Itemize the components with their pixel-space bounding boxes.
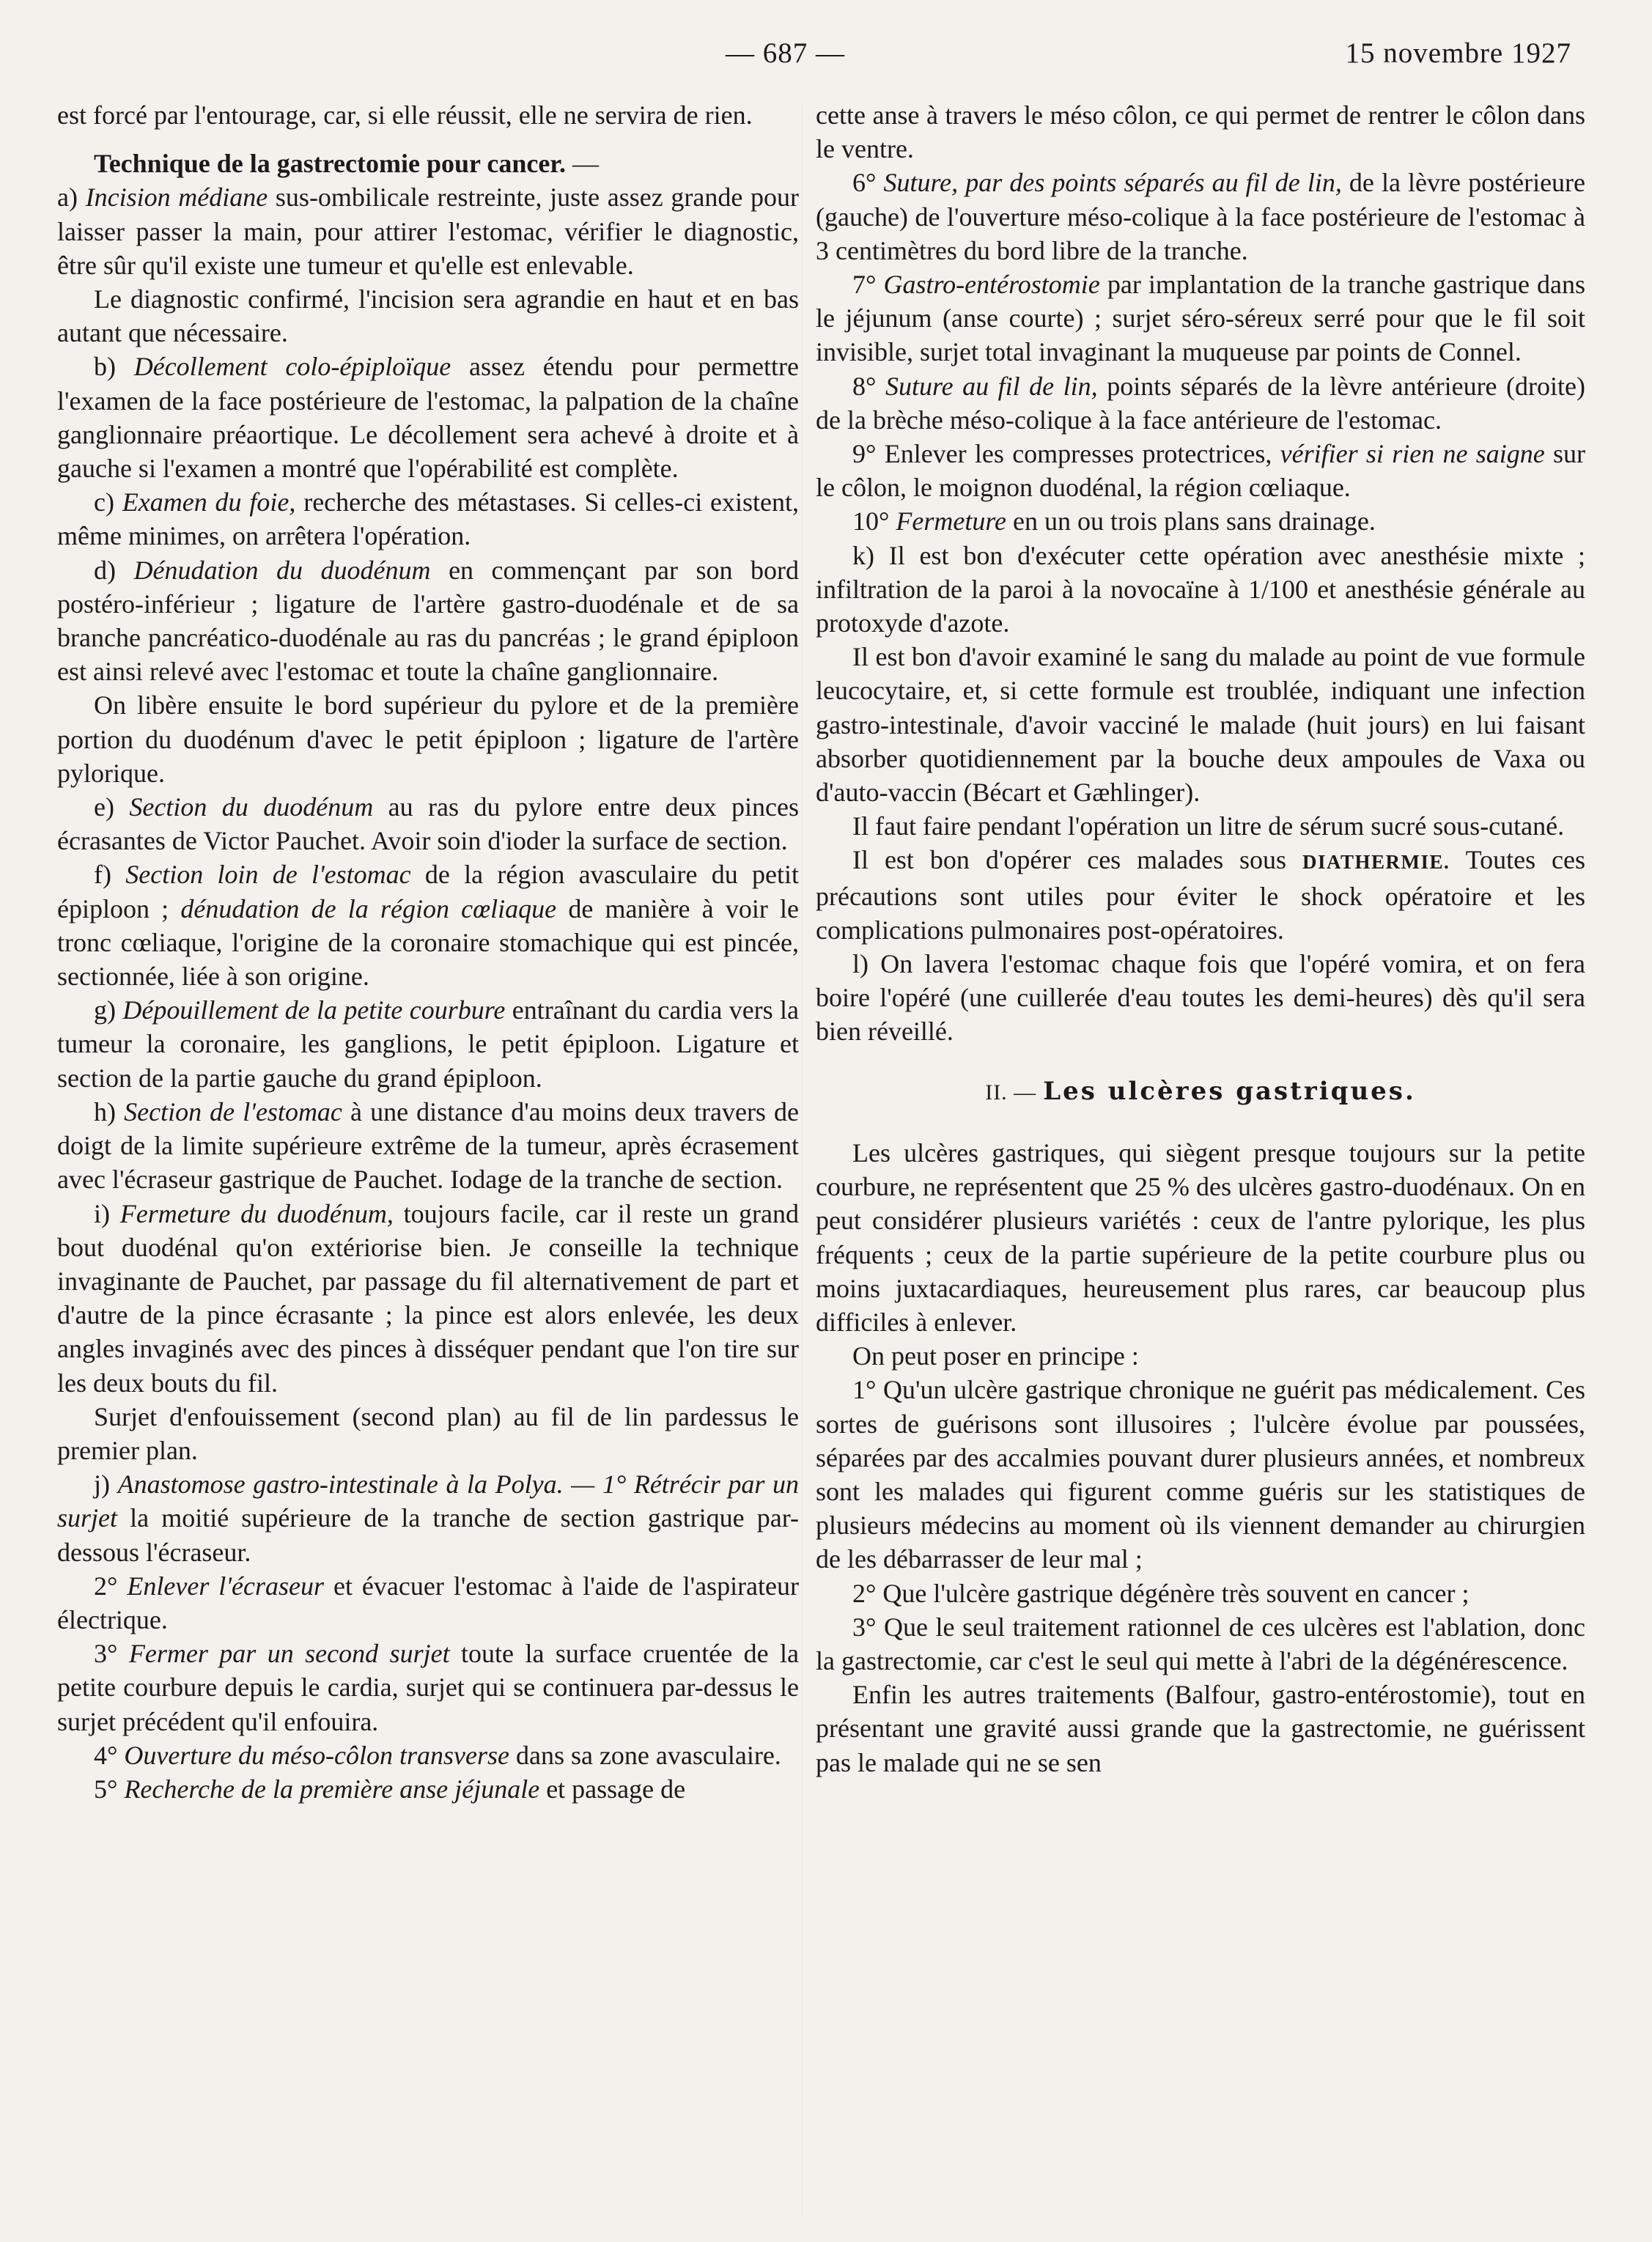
paragraph [816, 369, 1585, 437]
item-marker: b) [94, 352, 116, 382]
paragraph-text: sur le côlon, le moignon duodénal, la région cœliaque. [816, 439, 1586, 503]
paragraph-text: 2° Que l'ulcère gastrique dégénère très souvent en cancer ; [852, 1578, 1470, 1608]
item-title: Incision médiane [85, 182, 268, 213]
paragraph [816, 1339, 1585, 1373]
paragraph [816, 539, 1585, 641]
paragraph-text: à une distance d'au moins deux travers de doigt de la limite supérieure extrême de la tumeur, après écrasement avec l'écraseur gastrique de Pauchet. Iodage de la tranche de section. [57, 1096, 800, 1195]
paragraph [816, 947, 1585, 1049]
paragraph [57, 1637, 799, 1738]
paragraph [816, 1678, 1585, 1780]
paragraph-text: de la lèvre postérieure (gauche) de l'ouverture méso-colique à la face postérieure de l'estomac à 3 centimètres du bord libre de la tranche. [816, 168, 1586, 265]
paragraph [816, 268, 1585, 369]
item-title: Gastro-entérostomie [883, 270, 1100, 300]
item-marker: c) [94, 487, 114, 517]
paragraph-text: dans sa zone avasculaire. [515, 1740, 781, 1770]
paragraph [816, 640, 1585, 809]
paragraph-text: de manière à voir le tronc cœliaque, l'origine de la coronaire stomachique qui est pincée, sectionnée, liée à son origine. [57, 893, 799, 992]
paragraph-text: 1° Qu'un ulcère gastrique chronique ne guérit pas médicalement. Ces sortes de guérisons sont illusoires ; l'ulcère évolue par poussées, séparées par des accalmies pouvant durer plusieurs années, et nombreux sont les malades qui figurent comme guéris sur les statistiques de plusieurs médecins au moment où ils viennent demander au chirurgien de les débarrasser de leur mal ; [816, 1375, 1585, 1574]
paragraph [816, 1577, 1585, 1610]
item-title: Décollement colo-épiploïque [133, 352, 451, 382]
paragraph [816, 504, 1585, 538]
paragraph-text: toujours facile, car il reste un grand bout duodénal qu'on extériorise bien. Je conseille la technique invaginante de Pauchet, par passage du fil alternativement de part et d'autre de la pince écrasante ; la pince est alors enlevée, les deux angles invaginés avec des pinces à disséquer pendant que l'on tire sur les deux bouts du fil. [57, 1198, 799, 1398]
left-column [57, 98, 799, 1806]
item-marker: i) [94, 1198, 110, 1228]
page-header [0, 37, 1652, 81]
page-number: — 687 — [726, 37, 845, 69]
item-title: dénudation de la région cœliaque [180, 893, 557, 923]
paragraph-text: Les ulcères gastriques, qui siègent presque toujours sur la petite courbure, ne représentent que 25 % des ulcères gastro-duodénaux. On en peut considérer plusieurs variétés : ceux de l'antre pylorique, les plus fréquents ; ceux de la partie supérieure de la petite courbure plus ou moins juxtacardiaques, heureusement plus rares, car beaucoup plus difficiles à enlever. [816, 1137, 1585, 1337]
paragraph-text: au ras du pylore entre deux pinces écrasantes de Victor Pauchet. Avoir soin d'ioder la surface de section. [57, 792, 800, 856]
paragraph-text: assez étendu pour permettre l'examen de la face postérieure de l'estomac, la palpation de la chaîne ganglionnaire préaortique. Le décollement sera achevé à droite et à gauche si l'examen a montré que l'opérabilité est complète. [57, 352, 799, 484]
paragraph-text: et évacuer l'estomac à l'aide de l'aspirateur électrique. [57, 1571, 800, 1634]
paragraph-text: Surjet d'enfouissement (second plan) au fil de lin pardessus le premier plan. [57, 1401, 799, 1465]
paragraph-text: l) On lavera l'estomac chaque fois que l'opéré vomira, et on fera boire l'opéré (une cuillerée d'eau toutes les demi-heures) dès qu'il sera bien réveillé. [816, 949, 1585, 1047]
paragraph [57, 1197, 799, 1400]
column-divider [802, 103, 803, 2213]
paragraph-text: de la région avasculaire du petit épiploon ; [57, 860, 800, 923]
item-title: Fermeture du duodénum, [119, 1198, 394, 1228]
paragraph [816, 1373, 1585, 1576]
item-title: Ouverture du méso-côlon transverse [124, 1740, 509, 1770]
item-marker: j) [94, 1470, 110, 1500]
item-subtitle: — 1° Rétrécir par un surjet [57, 1470, 799, 1533]
dash: — [565, 149, 599, 179]
emphasis-caps: DIATHERMIE. [1302, 851, 1450, 874]
item-title: Dénudation du duodénum [133, 555, 431, 585]
item-title: Section de l'estomac [124, 1096, 342, 1126]
paragraph [57, 1400, 799, 1467]
item-marker: g) [94, 995, 116, 1025]
paragraph-text: en commençant par son bord postéro-inférieur ; ligature de l'artère gastro-duodénale et de sa branche pancréatico-duodénale au ras du pancréas ; le grand épiploon est ainsi relevé avec l'estomac et toute la chaîne ganglionnaire. [57, 555, 800, 687]
paragraph-text: et passage de [546, 1774, 686, 1804]
section-title-text: Les ulcères gastriques. [1043, 1076, 1416, 1106]
item-marker: 3° [94, 1639, 118, 1669]
item-title: vérifier si rien ne saigne [1280, 439, 1545, 469]
paragraph-text: sus-ombilicale restreinte, juste assez grande pour laisser passer la main, pour attirer l'estomac, vérifier le diagnostic, être sûr qu'il existe une tumeur et qu'elle est enlevable. [57, 182, 800, 280]
item-marker: 6° [852, 168, 877, 198]
paragraph-text: Il est bon d'avoir examiné le sang du malade au point de vue formule leucocytaire, et, si cette formule est troublée, indiquant une infection gastro-intestinale, d'avoir vacciné le malade (huit jours) en lui faisant absorber quotidiennement par la bouche deux ampoules de Vaxa ou d'auto-vaccin (Bécart et Gæhlinger). [816, 642, 1585, 808]
section-title [816, 1074, 1585, 1110]
paragraph [816, 1610, 1585, 1678]
paragraph [57, 282, 799, 350]
section-number: II. — [985, 1080, 1037, 1105]
paragraph [57, 350, 799, 485]
paragraph [816, 98, 1585, 166]
paragraph-text: Enlever les compresses protectrices, [884, 439, 1272, 469]
paragraph [57, 1095, 799, 1197]
item-title: Suture au fil de lin, [885, 371, 1098, 401]
paragraph [57, 180, 799, 282]
item-marker: 2° [94, 1571, 118, 1601]
item-marker: 7° [852, 270, 877, 300]
item-title: Suture, par des points séparés au fil de lin, [883, 168, 1342, 198]
paragraph [57, 98, 799, 132]
paragraph-text: points séparés de la lèvre antérieure (droite) de la brèche méso-colique à la face antérieure de l'estomac. [816, 371, 1586, 435]
section-heading: Technique de la gastrectomie pour cancer. [94, 149, 566, 179]
paragraph [816, 1136, 1585, 1339]
paragraph [57, 1467, 799, 1569]
paragraph [57, 1569, 799, 1637]
paragraph-text: entraînant du cardia vers la tumeur la coronaire, les ganglions, le petit épiploon. Ligature et section de la partie gauche du grand épiploon. [57, 995, 800, 1093]
paragraph [57, 858, 799, 993]
item-marker: h) [94, 1096, 116, 1126]
paragraph-text: cette anse à travers le méso côlon, ce qui permet de rentrer le côlon dans le ventre. [816, 100, 1585, 164]
paragraph-text: Toutes ces précautions sont utiles pour éviter le shock opératoire et les complications pulmonaires post-opératoires. [816, 845, 1585, 945]
item-marker: e) [94, 792, 114, 822]
item-marker: 10° [852, 506, 890, 536]
item-marker: f) [94, 860, 111, 890]
paragraph [57, 688, 799, 790]
paragraph-text: k) Il est bon d'exécuter cette opération avec anesthésie mixte ; infiltration de la paroi à la novocaïne à 1/100 et anesthésie générale au protoxyde d'azote. [816, 540, 1585, 638]
paragraph [816, 166, 1585, 268]
paragraph-text: Enfin les autres traitements (Balfour, gastro-entérostomie), tout en présentant une gravité aussi grande que la gastrectomie, ne guérissent pas le malade qui ne se sen [816, 1680, 1585, 1777]
paragraph [816, 843, 1585, 947]
item-title: Recherche de la première anse jéjunale [124, 1774, 540, 1804]
paragraph [57, 553, 799, 689]
right-column [816, 98, 1585, 1780]
paragraph-text: Il faut faire pendant l'opération un litre de sérum sucré sous-cutané. [852, 811, 1565, 841]
paragraph-text: en un ou trois plans sans drainage. [1013, 506, 1376, 536]
item-marker: a) [57, 182, 78, 213]
item-title: Section du duodénum [129, 792, 374, 822]
paragraph [57, 790, 799, 858]
paragraph-text: toute la surface cruentée de la petite courbure depuis le cardia, surjet qui se continuera par-dessus le surjet précédent qu'il enfouira. [57, 1639, 800, 1736]
paragraph-text: recherche des métastases. Si celles-ci existent, même minimes, on arrêtera l'opération. [57, 487, 800, 551]
paragraph-text: On libère ensuite le bord supérieur du pylore et de la première portion du duodénum d'avec le petit épiploon ; ligature de l'artère pylorique. [57, 690, 799, 788]
paragraph [57, 1772, 799, 1806]
item-marker: 4° [94, 1740, 118, 1770]
item-title: Section loin de l'estomac [125, 860, 411, 890]
item-title: Fermeture [896, 506, 1007, 536]
paragraph [816, 809, 1585, 843]
paragraph-text: On peut poser en principe : [852, 1341, 1139, 1371]
paragraph [57, 485, 799, 553]
item-marker: 9° [852, 439, 877, 469]
paragraph-text: 3° Que le seul traitement rationnel de ces ulcères est l'ablation, donc la gastrectomie, car c'est le seul qui mette à l'abri de la dégénérescence. [816, 1612, 1585, 1675]
paragraph-text: par implantation de la tranche gastrique dans le jéjunum (anse courte) ; surjet séro-séreux serré pour que le fil soit invisible, surjet total invaginant la muqueuse par points de Connel. [816, 270, 1586, 367]
paragraph-text: Il est bon d'opérer ces malades sous [852, 845, 1287, 875]
paragraph-text: est forcé par l'entourage, car, si elle réussit, elle ne servira de rien. [57, 100, 753, 130]
item-marker: d) [94, 555, 116, 585]
paragraph-text: Le diagnostic confirmé, l'incision sera agrandie en haut et en bas autant que nécessaire. [57, 284, 799, 348]
paragraph-text: la moitié supérieure de la tranche de section gastrique par-dessous l'écraseur. [57, 1503, 799, 1567]
item-marker: 5° [94, 1774, 118, 1804]
item-title: Fermer par un second surjet [128, 1639, 450, 1669]
item-title: Anastomose gastro-intestinale à la Polya. [117, 1470, 564, 1500]
paragraph [57, 1738, 799, 1772]
item-title: Enlever l'écraseur [127, 1571, 324, 1601]
issue-date: 15 novembre 1927 [1345, 37, 1571, 69]
paragraph [816, 437, 1585, 504]
paragraph [57, 993, 799, 1095]
item-title: Examen du foie, [122, 487, 296, 517]
paragraph [57, 147, 799, 180]
item-marker: 8° [852, 371, 877, 401]
item-title: Dépouillement de la petite courbure [122, 995, 506, 1025]
